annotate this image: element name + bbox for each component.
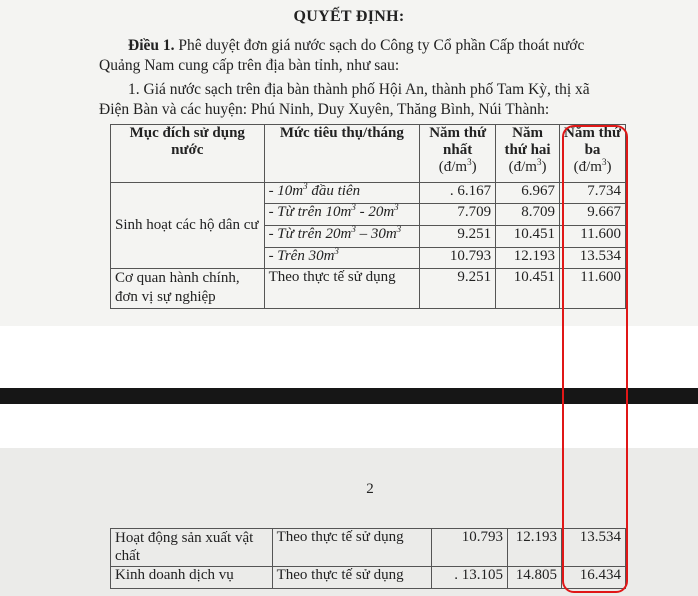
production-purpose: Hoạt động sản xuất vật chất [111,529,273,567]
page-number: 2 [366,481,374,497]
production-year-1: 10.793 [432,529,508,567]
table-row [111,269,626,309]
tier-year-3: 7.734 [560,183,626,204]
business-year-2: 14.805 [508,567,562,589]
header-year-2: Năm thứ hai $(đ/m^3)$ [496,125,560,183]
tier-year-1: . 6.167 [420,183,496,204]
tier-year-2: 8.709 [496,204,560,226]
article-1-line-1 [128,36,584,56]
tier-level: - Từ trên $10m^3 - 20m^3$ [264,204,420,226]
public-agency-year-2: 10.451 [496,269,560,309]
public-agency-purpose: Cơ quan hành chính, đơn vị sự nghiệp [111,269,265,309]
header-level: Mức tiêu thụ/tháng [264,125,420,183]
article-text-1: Phê duyệt đơn giá nước sạch do Công ty Cổ phần Cấp thoát nước [174,37,585,54]
table-row [111,567,626,589]
tier-level: - Từ trên $20m^3 - 30m^3$ [264,226,420,248]
production-level: Theo thực tế sử dụng [272,529,432,567]
decision-heading: QUYẾT ĐỊNH: [293,8,405,25]
header-year-1: Năm thứ nhất $(đ/m^3)$ [420,125,496,183]
tier-year-1: 10.793 [420,248,496,269]
water-rate-table-top [110,124,626,309]
water-rate-table-bottom [110,528,626,589]
tier-level: - Trên $30m^3$ [264,248,420,269]
tier-year-2: 12.193 [496,248,560,269]
business-purpose: Kinh doanh dịch vụ [111,567,273,589]
tier-year-3: 13.534 [560,248,626,269]
public-agency-level: Theo thực tế sử dụng [264,269,420,309]
table-row [111,183,626,204]
production-year-3: 13.534 [562,529,626,567]
tier-year-1: 9.251 [420,226,496,248]
table-row [111,529,626,567]
household-purpose: Sinh hoạt các hộ dân cư [111,183,265,269]
business-year-3: 16.434 [562,567,626,589]
header-row [111,125,626,183]
tier-level: - $10m^3$ đầu tiên [264,183,420,204]
production-year-2: 12.193 [508,529,562,567]
article-1-line-2: Quảng Nam cung cấp trên địa bàn tỉnh, như sau: [99,57,400,74]
tier-year-3: 9.667 [560,204,626,226]
public-agency-year-1: 9.251 [420,269,496,309]
year-3-highlight-box [562,125,628,593]
public-agency-year-3: 11.600 [560,269,626,309]
tier-year-3: 11.600 [560,226,626,248]
item-1-line-1: 1. Giá nước sạch trên địa bàn thành phố Hội An, thành phố Tam Kỳ, thị xã [128,81,590,98]
tier-year-1: 7.709 [420,204,496,226]
business-level: Theo thực tế sử dụng [272,567,432,589]
business-year-1: . 13.105 [432,567,508,589]
tier-year-2: 6.967 [496,183,560,204]
header-year-3: Năm thứ ba $(đ/m^3)$ [560,125,626,183]
item-1-line-2: Điện Bàn và các huyện: Phú Ninh, Duy Xuyên, Thăng Bình, Núi Thành: [99,101,550,118]
article-label: Điều 1. [128,37,175,54]
header-purpose: Mục đích sử dụng nước [111,125,265,183]
tier-year-2: 10.451 [496,226,560,248]
